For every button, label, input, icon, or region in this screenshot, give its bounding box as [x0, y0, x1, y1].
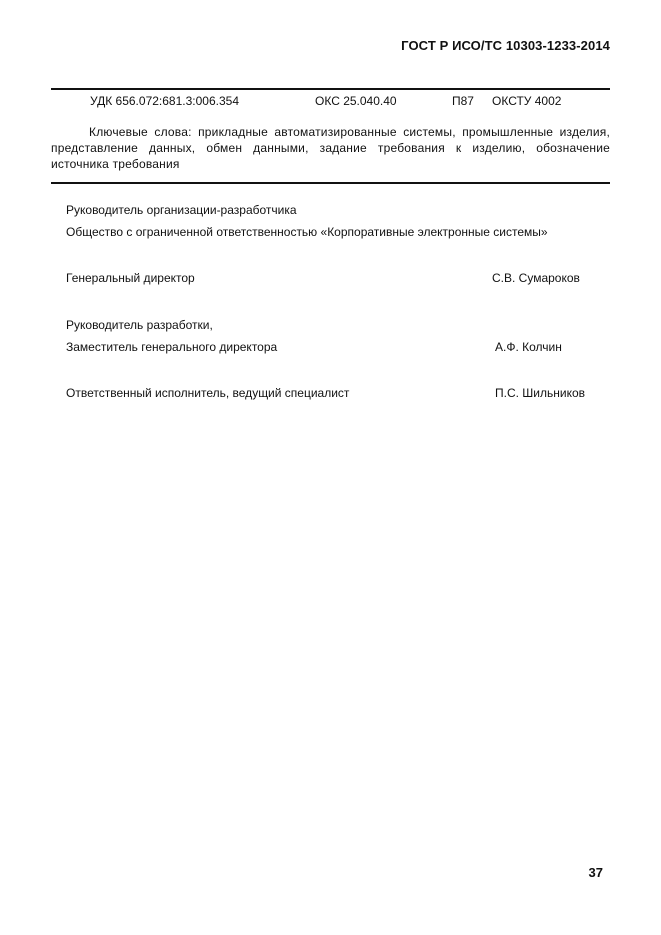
developer-organization: Общество с ограниченной ответственностью «Корпоративные электронные системы» — [66, 225, 548, 239]
lead-title-line2: Заместитель генерального директора — [66, 340, 278, 354]
p-code: П87 — [452, 94, 474, 108]
executor-title: Ответственный исполнитель, ведущий специалист — [66, 386, 350, 400]
page-number: 37 — [588, 865, 603, 880]
director-title: Генеральный директор — [66, 271, 195, 285]
lead-title-line1: Руководитель разработки, — [66, 318, 213, 332]
lead-name: А.Ф. Колчин — [495, 340, 562, 354]
okstu-code: ОКСТУ 4002 — [492, 94, 562, 108]
top-rule — [51, 88, 610, 90]
director-name: С.В. Сумароков — [492, 271, 580, 285]
keywords-paragraph: Ключевые слова: прикладные автоматизированные системы, промышленные изделия, представление данных, обмен данными, задание требования к изделию, обозначение источника требования — [51, 125, 610, 171]
udk-code: УДК 656.072:681.3:006.354 — [90, 94, 239, 108]
standard-id: ГОСТ Р ИСО/ТС 10303-1233-2014 — [401, 38, 610, 53]
developer-heading: Руководитель организации-разработчика — [66, 203, 297, 217]
oks-code: ОКС 25.040.40 — [315, 94, 397, 108]
bottom-rule — [51, 182, 610, 184]
executor-name: П.С. Шильников — [495, 386, 586, 400]
classification-codes — [0, 94, 661, 110]
